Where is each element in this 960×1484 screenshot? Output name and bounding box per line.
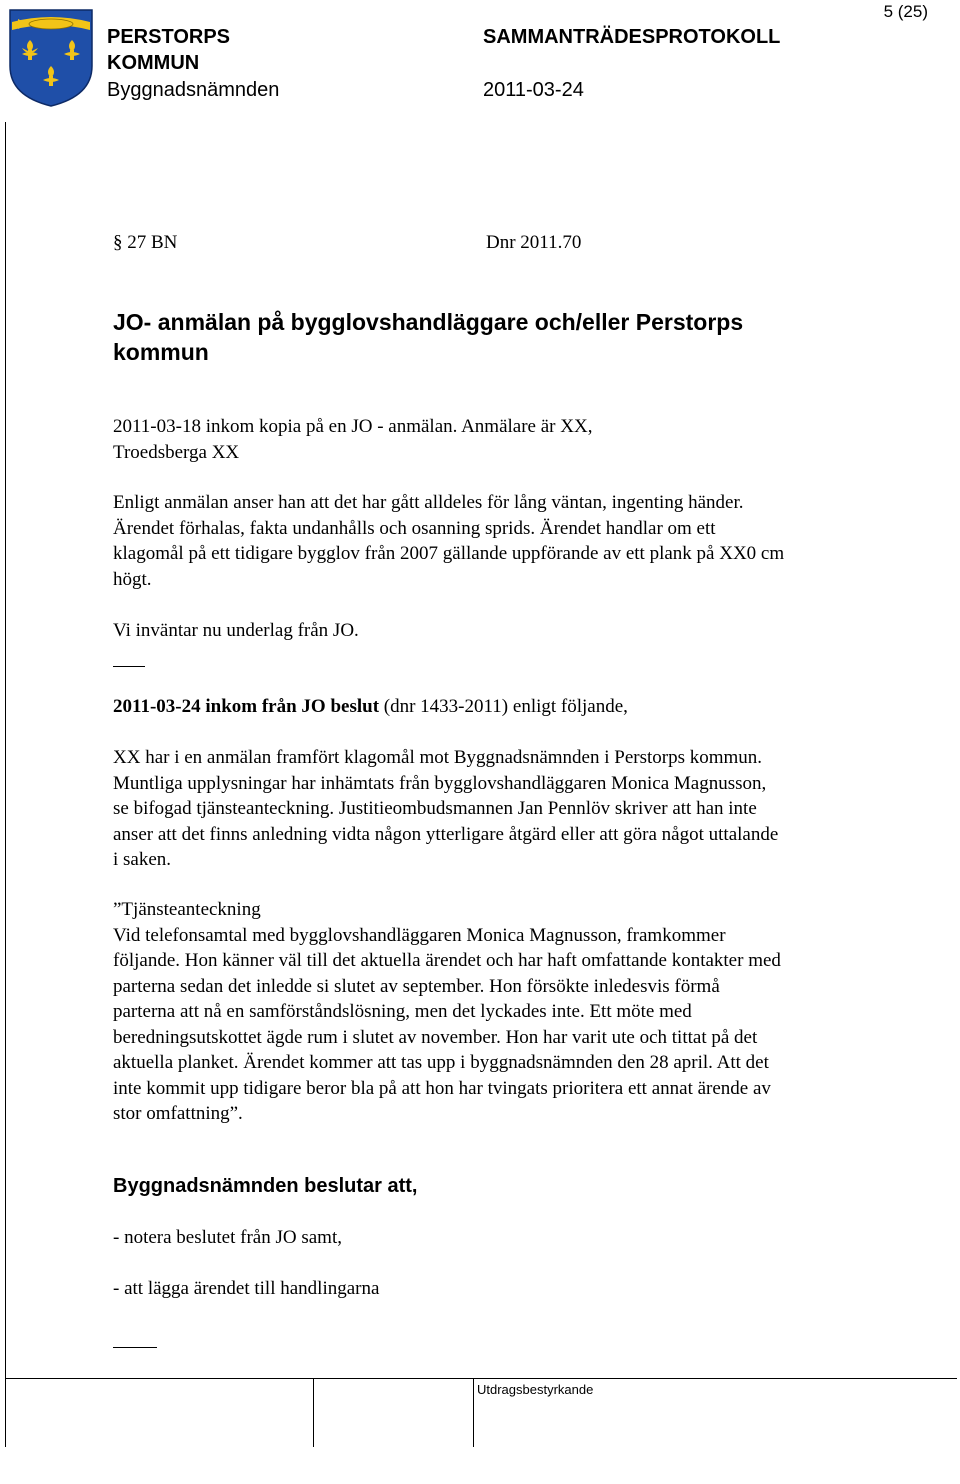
footer-rule [5,1378,957,1379]
case-number: Dnr 2011.70 [486,232,582,253]
committee-name: Byggnadsnämnden [107,79,280,101]
jo-summary-paragraph: XX har i en anmälan framfört klagomål mot Byggnadsnämnden i Perstorps kommun. Muntliga upplysningar har inhämtats från bygglovshandläggaren Monica Magnusson, se bifogad tjänsteanteckning. Justitieombudsmannen Jan Pennlöv skriver att han inte anser att det finns anledning vidta någon ytterligare åtgärd eller att göra något uttalande i saken. [113,747,779,870]
meeting-date: 2011-03-24 [483,79,584,101]
certification-label: Utdragsbestyrkande [477,1382,594,1397]
separator-rule [113,666,145,667]
org-name-line1: PERSTORPS [107,26,230,48]
signature-cell-divider [473,1378,474,1447]
item-title: JO- anmälan på bygglovshandläggare och/eller Perstorps kommun [113,309,744,365]
end-rule [113,1347,157,1348]
paragraph-number: § 27 BN [113,232,178,253]
service-note-paragraph: ”Tjänsteanteckning Vid telefonsamtal med bygglovshandläggaren Monica Magnusson, framkommer följande. Hon känner väl till det aktuella ärendet och har haft omfattande kontakter med parterna sedan det inledde si slutet av september. Hon försökte inledesvis förmå parterna att nå en samförståndslösning, men det lyckades inte. Ett möte med beredningsutskottet ägde rum i slutet av november. Hon har varit ute och tittat på det aktuella planket. Ärendet kommer att tas upp i byggnadsnämnden den 28 april. Att det inte kommit upp tidigare beror bla på att hon har tvingats prioritera ett annat ärende av stor omfattning”. [113,899,781,1124]
org-name-line2: KOMMUN [107,52,200,74]
page-number: 5 (25) [883,2,928,21]
jo-decision-paragraph: 2011-03-24 inkom från JO beslut (dnr 1433-2011) enligt följande, [113,696,628,717]
decision-item: - att lägga ärendet till handlingarna [113,1278,380,1299]
decision-heading: Byggnadsnämnden beslutar att, [113,1175,418,1197]
intro-paragraph: 2011-03-18 inkom kopia på en JO - anmälan. Anmälare är XX, Troedsberga XX [113,416,593,463]
left-margin-rule [5,122,6,1447]
perstorp-coat-of-arms-icon [8,8,94,108]
complaint-paragraph: Enligt anmälan anser han att det har gått alldeles för lång väntan, ingenting händer. Ärendet förhalas, fakta undanhålls och osanning sprids. Ärendet handlar om ett klagomål på ett tidigare bygglov från 2007 gällande uppförande av ett plank på XX0 cm högt. [113,492,785,590]
decision-item: - notera beslutet från JO samt, [113,1227,342,1248]
signature-cell-divider [313,1378,314,1447]
document-type: SAMMANTRÄDESPROTOKOLL [483,26,781,48]
awaiting-paragraph: Vi inväntar nu underlag från JO. [113,620,359,641]
